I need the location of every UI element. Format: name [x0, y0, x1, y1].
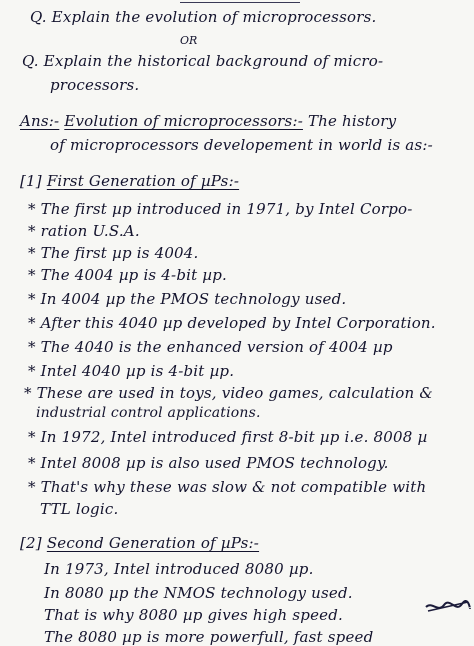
question-2-line-2: processors.: [50, 76, 140, 94]
list-item: industrial control applications.: [36, 405, 261, 421]
list-item: * The first µp introduced in 1971, by Intel Corpo-: [28, 200, 413, 218]
list-item: * The 4004 µp is 4-bit µp.: [28, 266, 228, 284]
second-generation-number: [2]: [20, 534, 42, 552]
answer-heading: [20, 112, 396, 130]
list-item: The 8080 µp is more powerfull, fast speed: [44, 628, 374, 646]
list-item: * In 1972, Intel introduced first 8-bit µp i.e. 8008 µ: [28, 428, 428, 446]
answer-heading-rest: The history: [307, 112, 397, 130]
answer-title: Evolution of microprocessors:-: [64, 112, 303, 130]
page-top-edge: [180, 0, 300, 3]
first-generation-title: First Generation of µPs:-: [46, 172, 240, 190]
question-2-line-1: Q. Explain the historical background of micro-: [22, 52, 384, 70]
second-generation-title: Second Generation of µPs:-: [46, 534, 260, 552]
first-generation-heading: [20, 172, 239, 190]
list-item: * That's why these was slow & not compatible with: [28, 478, 427, 496]
list-item: * Intel 8008 µp is also used PMOS technology.: [28, 454, 389, 472]
list-item: * The first µp is 4004.: [28, 244, 199, 262]
list-item: * These are used in toys, video games, calculation &: [24, 384, 433, 402]
list-item: * Intel 4040 µp is 4-bit µp.: [28, 362, 235, 380]
first-generation-number: [1]: [20, 172, 42, 190]
list-item: In 1973, Intel introduced 8080 µp.: [44, 560, 314, 578]
second-generation-heading: [20, 534, 259, 552]
scribble-mark: [424, 599, 472, 615]
list-item: * ration U.S.A.: [28, 222, 140, 240]
list-item: * The 4040 is the enhanced version of 4004 µp: [28, 338, 393, 356]
list-item: TTL logic.: [40, 500, 119, 518]
list-item: * After this 4040 µp developed by Intel Corporation.: [28, 314, 436, 332]
answer-prefix: Ans:-: [20, 112, 60, 130]
question-1: Q. Explain the evolution of microprocessors.: [30, 8, 377, 26]
answer-intro-line-2: of microprocessors developement in world is as:-: [50, 136, 433, 154]
list-item: * In 4004 µp the PMOS technology used.: [28, 290, 347, 308]
or-label: OR: [180, 34, 198, 47]
list-item: That is why 8080 µp gives high speed.: [44, 606, 343, 624]
list-item: In 8080 µp the NMOS technology used.: [44, 584, 353, 602]
